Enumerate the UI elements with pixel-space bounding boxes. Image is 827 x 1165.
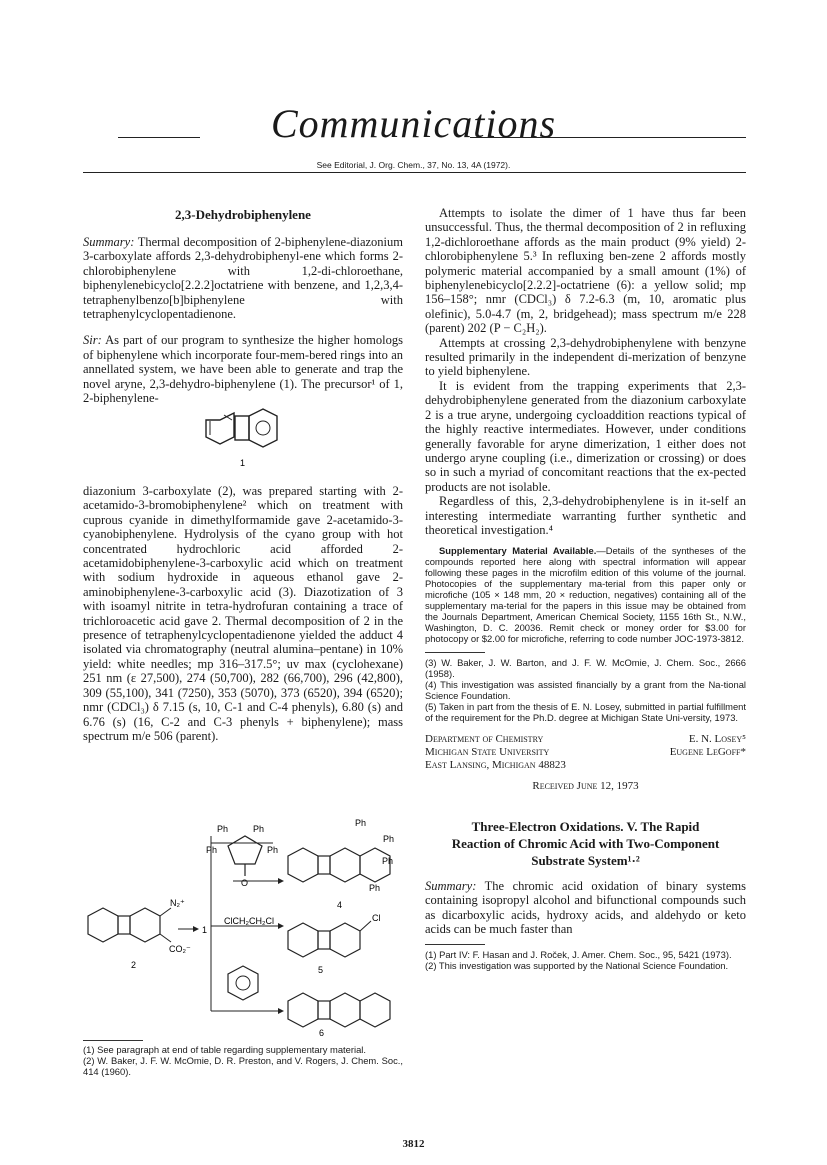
compound-1-structure	[200, 402, 290, 472]
ph-label-d: Ph	[267, 845, 279, 855]
affiliation-line: East Lansing, Michigan 48823	[425, 759, 566, 772]
author-name: Eugene LeGoff*	[669, 746, 746, 759]
footnote-rule-right	[425, 652, 485, 653]
supplementary-text: —Details of the syntheses of the compounds reported here along with spectral information will appear following these pages in the microfilm edition of this volume of the journal. Photocopies of the supplementary ma-terial from this paper only or microfiche (105 × 148 mm, 20 × reduction, negatives) containing all of the supplementary ma-terial for the papers in this issue may be obtained from the Journals Department, American Chemical Society, 1155 16th St., N.W., Washington, D. C. 20036. Remit check or money order for $3.00 for photocopy or $2.00 for microfiche, referring to code number JOC-1973-3812.	[425, 545, 746, 645]
article2-summary	[425, 879, 746, 937]
left-column	[83, 206, 403, 405]
summary-text: Thermal decomposition of 2-biphenylene-diazonium 3-carboxylate affords 2,3-dehydrobiphenyl-ene which forms 2-chlorobiphenylene with 1,2-di-chloroethane, biphenylenebicyclo[2.2.2]octatriene with benzene, and 1,2,3,4-tetraphenylbenzo[b]biphenylene with tetraphenylcyclopentadienone.	[83, 235, 403, 322]
carboxylate-label: CO₂⁻	[169, 944, 191, 954]
reaction-scheme	[83, 796, 413, 1036]
article2-footnotes	[425, 949, 746, 971]
footnote-rule-left	[83, 1040, 143, 1041]
compound-1-label: 1	[240, 458, 246, 468]
compound-4-label: 4	[337, 900, 343, 910]
article2-title-line: Substrate System¹·²	[531, 852, 640, 868]
article2-summary-label: Summary:	[425, 878, 477, 893]
body-paragraph-3: Attempts to isolate the dimer of 1 have thus far been unsuccessful. Thus, the thermal decomposition of 2 in refluxing 1,2-dichloroethane affords as the main product (9% yield) 2-chlorobiphenylene 5.³ In refluxing ben-zene 2 affords mostly polymeric material accompanied by a small amount (1%) of biphenylenebicyclo[2.2.2]-octatriene (6): a yellow solid; mp 156–158°; nmr (CDCl₃) δ 7.2-6.3 (m, 10, aromatic plus olefinic), 5.0-4.7 (m, 2, bridgehead); mass spectrum m/e 228 (parent) 202 (P − C₂H₂).	[425, 206, 746, 336]
article2-footnote-2: (2) This investigation was supported by the National Science Foundation.	[425, 960, 729, 972]
author-block	[425, 733, 746, 777]
article2-footnote-1: (1) Part IV: F. Hasan and J. Roček, J. Amer. Chem. Soc., 95, 5421 (1973).	[425, 949, 732, 961]
body-paragraph-2: diazonium 3-carboxylate (2), was prepared starting with 2-acetamido-3-bromobiphenylene² which on treatment with cuprous cyanide in dimethylformamide gave 2-acetamido-3-cyanobiphenylene. Hydrolysis of the cyano group with hot concentrated hydrochloric acid afforded 2-acetamidobiphenylene-3-carboxylic acid which on treatment with sodium hydroxide in aqueous ethanol gave 2-aminobiphenylene-3-carboxylic acid (3). Diazotization of 3 with isoamyl nitrite in tetra-hydrofuran containing a trace of trichloroacetic acid gave 2. Thermal decomposition of 2 in the presence of tetraphenylcyclopentadienone yielded the adduct 4 isolated via chromatography (neutral alumina–pentane) in 10% yield: white needles; mp 316–317.5°; uv max (cyclohexane) 251 nm (ε 27,500), 274 (50,700), 282 (66,700), 296 (42,800), 309 (55,100), 341 (7250), 353 (5070), 373 (6520), 394 (6520); nmr (CDCl₃) δ 7.15 (s, 10, C-1 and C-4 phenyls), 6.80 (s) and 6.76 (s) (16, C-2 and C-3 phenyls + biphenylene); mass spectrum m/e 506 (parent).	[83, 484, 403, 743]
ph-label-e: Ph	[355, 818, 367, 828]
chloro-label: Cl	[372, 913, 381, 923]
oxygen-label: O	[241, 878, 249, 888]
intermediate-label: 1	[202, 925, 208, 935]
ph-label-f: Ph	[383, 834, 395, 844]
footnote-3: (3) W. Baker, J. W. Barton, and J. F. W. McOmie, J. Chem. Soc., 2666 (1958).	[425, 657, 746, 680]
compound-6-label: 6	[319, 1028, 325, 1036]
right-column	[425, 206, 746, 971]
ph-label-a: Ph	[217, 824, 229, 834]
article-summary	[83, 235, 403, 321]
author-name: E. N. Losey⁵	[688, 733, 746, 746]
diazonium-label: N₂⁺	[170, 898, 185, 908]
affiliation-line: Michigan State University	[425, 746, 550, 759]
header-rule-right	[470, 137, 746, 138]
article2-title-line: Three-Electron Oxidations. V. The Rapid	[471, 818, 700, 834]
compound-5-label: 5	[318, 965, 324, 975]
ph-label-c: Ph	[206, 845, 218, 855]
header-rule-bottom	[83, 172, 746, 173]
ph-label-g: Ph	[369, 883, 381, 893]
article-title: 2,3-Dehydrobiphenylene	[175, 207, 311, 222]
summary-label: Summary:	[83, 235, 135, 249]
article2-title-line: Reaction of Chromic Acid with Two-Component	[451, 835, 720, 851]
ph-label-b: Ph	[253, 824, 265, 834]
authors	[670, 733, 746, 759]
body-paragraph-5: It is evident from the trapping experiments that 2,3-dehydrobiphenylene generated from the diazonium carboxylate 2 is a true aryne, undergoing cycloaddition reactions typical of the highly reactive intermediates. However, under conditions generally favorable for aryne dimerization, 1 either does not undergo aryne coupling (i.e., dimerization or crossing) or does so in such a myriad of concomitant reactions that the ex-pected products are not isolable.	[425, 378, 746, 494]
ph-label-h: Ph	[382, 856, 394, 866]
footnotes-left	[83, 1044, 403, 1077]
body-paragraph-6: Regardless of this, 2,3-dehydrobiphenylene is in it-self an interesting intermediate warranting further synthetic and theoretical investigation.⁴	[425, 494, 746, 537]
left-column-cont	[83, 484, 403, 743]
received-date: Received June 12, 1973	[532, 780, 639, 793]
journal-section-title: Communications	[270, 101, 557, 146]
footnote-1: (1) See paragraph at end of table regarding supplementary material.	[83, 1044, 366, 1055]
article2-title	[425, 818, 746, 869]
footnote-rule-article2	[425, 944, 485, 945]
footnote-5: (5) Taken in part from the thesis of E. N. Losey, submitted in partial fulfillment of the requirement for the Ph.D. degree at Michigan State Uni-versity, 1973.	[425, 701, 746, 724]
supplementary-label: Supplementary Material Available.	[439, 545, 597, 557]
affiliation	[425, 733, 566, 772]
reagent-label: ClCH₂CH₂Cl	[224, 916, 274, 926]
body-paragraph-4: Attempts at crossing 2,3-dehydrobiphenylene with benzyne resulted primarily in the independent di-merization of benzyne to yield biphenylene.	[425, 335, 746, 379]
body-paragraph-1	[83, 333, 403, 405]
paragraph-text: As part of our program to synthesize the higher homologs of biphenylene which incorporate four-mem-bered rings into an annellated system, we have been able to generate and trap the novel aryne, 2,3-dehydro-biphenylene (1). The precursor¹ of 1, 2-biphenylene-	[83, 333, 403, 406]
footnote-4: (4) This investigation was assisted financially by a grant from the Na-tional Science Foundation.	[425, 679, 746, 702]
supplementary-material	[425, 545, 746, 644]
footnote-2: (2) W. Baker, J. F. W. McOmie, D. R. Preston, and V. Rogers, J. Chem. Soc., 414 (1960).	[83, 1055, 403, 1077]
footnotes-right	[425, 657, 746, 723]
editorial-note: See Editorial, J. Org. Chem., 37, No. 13, 4A (1972).	[316, 160, 511, 170]
sir-label: Sir:	[83, 333, 102, 348]
affiliation-line: Department of Chemistry	[425, 733, 544, 746]
compound-2-label: 2	[131, 960, 137, 970]
article2-summary-text: The chromic acid oxidation of binary systems containing isopropyl alcohol and bifunctional compounds such as dicarboxylic acids, hydroxy acids, and aldehydo or keto acids can be much faster than	[425, 878, 747, 936]
header-rule-left	[118, 137, 200, 138]
page-number: 3812	[402, 1138, 425, 1150]
